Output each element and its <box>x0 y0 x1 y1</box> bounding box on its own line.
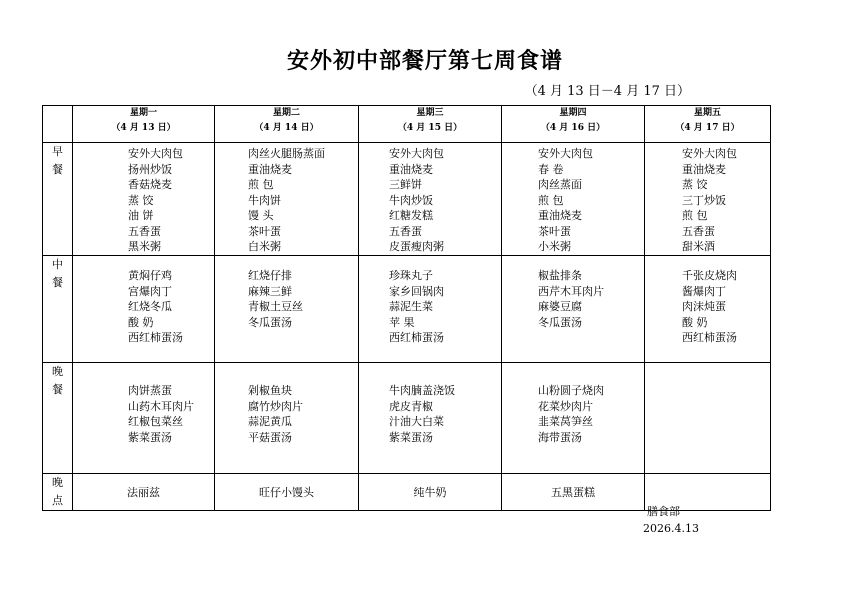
menu-item: 椒盐排条 <box>538 269 582 282</box>
dinner-row <box>43 363 771 474</box>
date-range: （4 月 13 日－4 月 17 日） <box>524 84 690 99</box>
menu-item: 珍珠丸子 <box>389 269 433 282</box>
menu-item: 山药木耳肉片 <box>128 399 194 413</box>
menu-item: 冬瓜蛋汤 <box>538 315 582 329</box>
menu-item: 甜米酒 <box>682 240 715 253</box>
menu-item: 蒸 饺 <box>128 193 154 207</box>
menu-item: 红烧仔排 <box>248 269 292 282</box>
menu-item: 红椒包菜丝 <box>128 415 183 428</box>
footer-date: 2026.4.13 <box>643 522 699 535</box>
menu-item: 蒜泥生菜 <box>389 300 433 313</box>
menu-item: 红烧冬瓜 <box>128 300 172 313</box>
menu-item: 花菜炒肉片 <box>538 399 593 413</box>
menu-item: 五香蛋 <box>682 224 715 238</box>
menu-item: 海带蛋汤 <box>538 430 582 444</box>
menu-item: 家乡回锅肉 <box>389 284 444 298</box>
menu-item: 红糖发糕 <box>389 209 433 222</box>
menu-item: 皮蛋瘦肉粥 <box>389 240 444 253</box>
menu-item: 宫爆肉丁 <box>128 284 172 298</box>
menu-item: 韭菜莴笋丝 <box>538 415 593 428</box>
menu-item: 肉饼蒸蛋 <box>128 384 172 397</box>
meal-label-text: 中 餐 <box>52 258 63 289</box>
menu-item: 西芹木耳肉片 <box>538 284 604 298</box>
menu-item: 麻婆豆腐 <box>538 300 582 313</box>
menu-item: 蒜泥黄瓜 <box>248 415 292 428</box>
menu-item: 西红柿蛋汤 <box>389 331 444 344</box>
menu-cell <box>645 363 771 474</box>
menu-item: 香菇烧麦 <box>128 178 172 191</box>
page-title: 安外初中部餐厅第七周食谱 <box>286 48 563 74</box>
menu-cell <box>73 143 215 256</box>
menu-item: 安外大肉包 <box>682 147 737 160</box>
day-header-fri: 星期五 （4 月 17 日） <box>645 106 771 143</box>
menu-item: 牛肉饼 <box>248 193 281 207</box>
menu-item: 冬瓜蛋汤 <box>248 315 292 329</box>
snack-cell: 旺仔小馒头 <box>215 474 359 511</box>
corner-cell <box>43 106 73 143</box>
menu-item: 黄焖仔鸡 <box>128 269 172 282</box>
menu-table <box>42 105 771 511</box>
menu-cell <box>359 363 502 474</box>
menu-item: 肉丝蒸面 <box>538 178 582 191</box>
menu-item: 酸 奶 <box>128 315 154 329</box>
menu-item: 苹 果 <box>389 315 415 329</box>
meal-label-dinner <box>43 363 73 474</box>
menu-item: 麻辣三鲜 <box>248 284 292 298</box>
snack-cell: 法丽兹 <box>73 474 215 511</box>
day-header-tue: 星期二 （4 月 14 日） <box>215 106 359 143</box>
menu-item: 黑米粥 <box>128 240 161 253</box>
menu-item: 牛肉腩盖浇饭 <box>389 384 455 397</box>
header-row <box>43 106 771 143</box>
menu-item: 重油烧麦 <box>538 209 582 222</box>
menu-item: 千张皮烧肉 <box>682 269 737 282</box>
snack-cell: 五黑蛋糕 <box>502 474 645 511</box>
menu-item: 虎皮青椒 <box>389 399 433 413</box>
menu-cell <box>215 363 359 474</box>
menu-item: 汁油大白菜 <box>389 415 444 428</box>
menu-item: 扬州炒饭 <box>128 162 172 176</box>
menu-cell <box>359 143 502 256</box>
menu-cell <box>502 363 645 474</box>
menu-cell <box>502 256 645 363</box>
menu-item: 馒 头 <box>248 209 274 222</box>
menu-item: 西红柿蛋汤 <box>682 331 737 344</box>
meal-label-text: 早 餐 <box>52 145 63 176</box>
menu-item: 茶叶蛋 <box>248 224 281 238</box>
menu-item: 安外大肉包 <box>389 147 444 160</box>
menu-item: 安外大肉包 <box>128 147 183 160</box>
menu-item: 平菇蛋汤 <box>248 430 292 444</box>
day-header-wed: 星期三 （4 月 15 日） <box>359 106 502 143</box>
meal-label-snack <box>43 474 73 511</box>
menu-item: 油 饼 <box>128 209 154 222</box>
menu-cell <box>359 256 502 363</box>
snack-cell: 纯牛奶 <box>359 474 502 511</box>
menu-item: 五香蛋 <box>128 224 161 238</box>
menu-item: 剁椒鱼块 <box>248 384 292 397</box>
menu-item: 紫菜蛋汤 <box>389 430 433 444</box>
menu-item: 三鲜饼 <box>389 178 422 191</box>
menu-item: 春 卷 <box>538 162 564 176</box>
menu-item: 肉沫炖蛋 <box>682 300 726 313</box>
menu-item: 蒸 饺 <box>682 178 708 191</box>
breakfast-row <box>43 143 771 256</box>
menu-item: 重油烧麦 <box>389 162 433 176</box>
menu-item: 肉丝火腿肠蒸面 <box>248 147 325 160</box>
menu-item: 牛肉炒饭 <box>389 193 433 207</box>
meal-label-text: 晚 餐 <box>52 365 63 396</box>
menu-item: 五香蛋 <box>389 224 422 238</box>
menu-cell <box>502 143 645 256</box>
menu-item: 重油烧麦 <box>248 162 292 176</box>
meal-label-text: 晚 点 <box>52 476 63 507</box>
menu-item: 茶叶蛋 <box>538 224 571 238</box>
menu-item: 煎 包 <box>538 193 564 207</box>
meal-label-lunch <box>43 256 73 363</box>
menu-item: 白米粥 <box>248 240 281 253</box>
menu-cell <box>645 256 771 363</box>
menu-item: 酸 奶 <box>682 315 708 329</box>
footer-department: 膳食部 <box>647 505 680 518</box>
day-header-thu: 星期四 （4 月 16 日） <box>502 106 645 143</box>
menu-item: 重油烧麦 <box>682 162 726 176</box>
menu-item: 西红柿蛋汤 <box>128 331 183 344</box>
menu-cell <box>73 256 215 363</box>
menu-item: 煎 包 <box>248 178 274 191</box>
day-header-mon: 星期一 （4 月 13 日） <box>73 106 215 143</box>
menu-item: 酱爆肉丁 <box>682 284 726 298</box>
menu-item: 安外大肉包 <box>538 147 593 160</box>
lunch-row <box>43 256 771 363</box>
menu-cell <box>645 143 771 256</box>
menu-cell <box>215 143 359 256</box>
menu-item: 山粉圆子烧肉 <box>538 384 604 397</box>
menu-item: 紫菜蛋汤 <box>128 430 172 444</box>
meal-label-breakfast <box>43 143 73 256</box>
menu-cell <box>215 256 359 363</box>
menu-item: 煎 包 <box>682 209 708 222</box>
menu-item: 腐竹炒肉片 <box>248 399 303 413</box>
menu-item: 青椒土豆丝 <box>248 300 303 313</box>
menu-item: 小米粥 <box>538 240 571 253</box>
menu-item: 三丁炒饭 <box>682 193 726 207</box>
menu-cell <box>73 363 215 474</box>
